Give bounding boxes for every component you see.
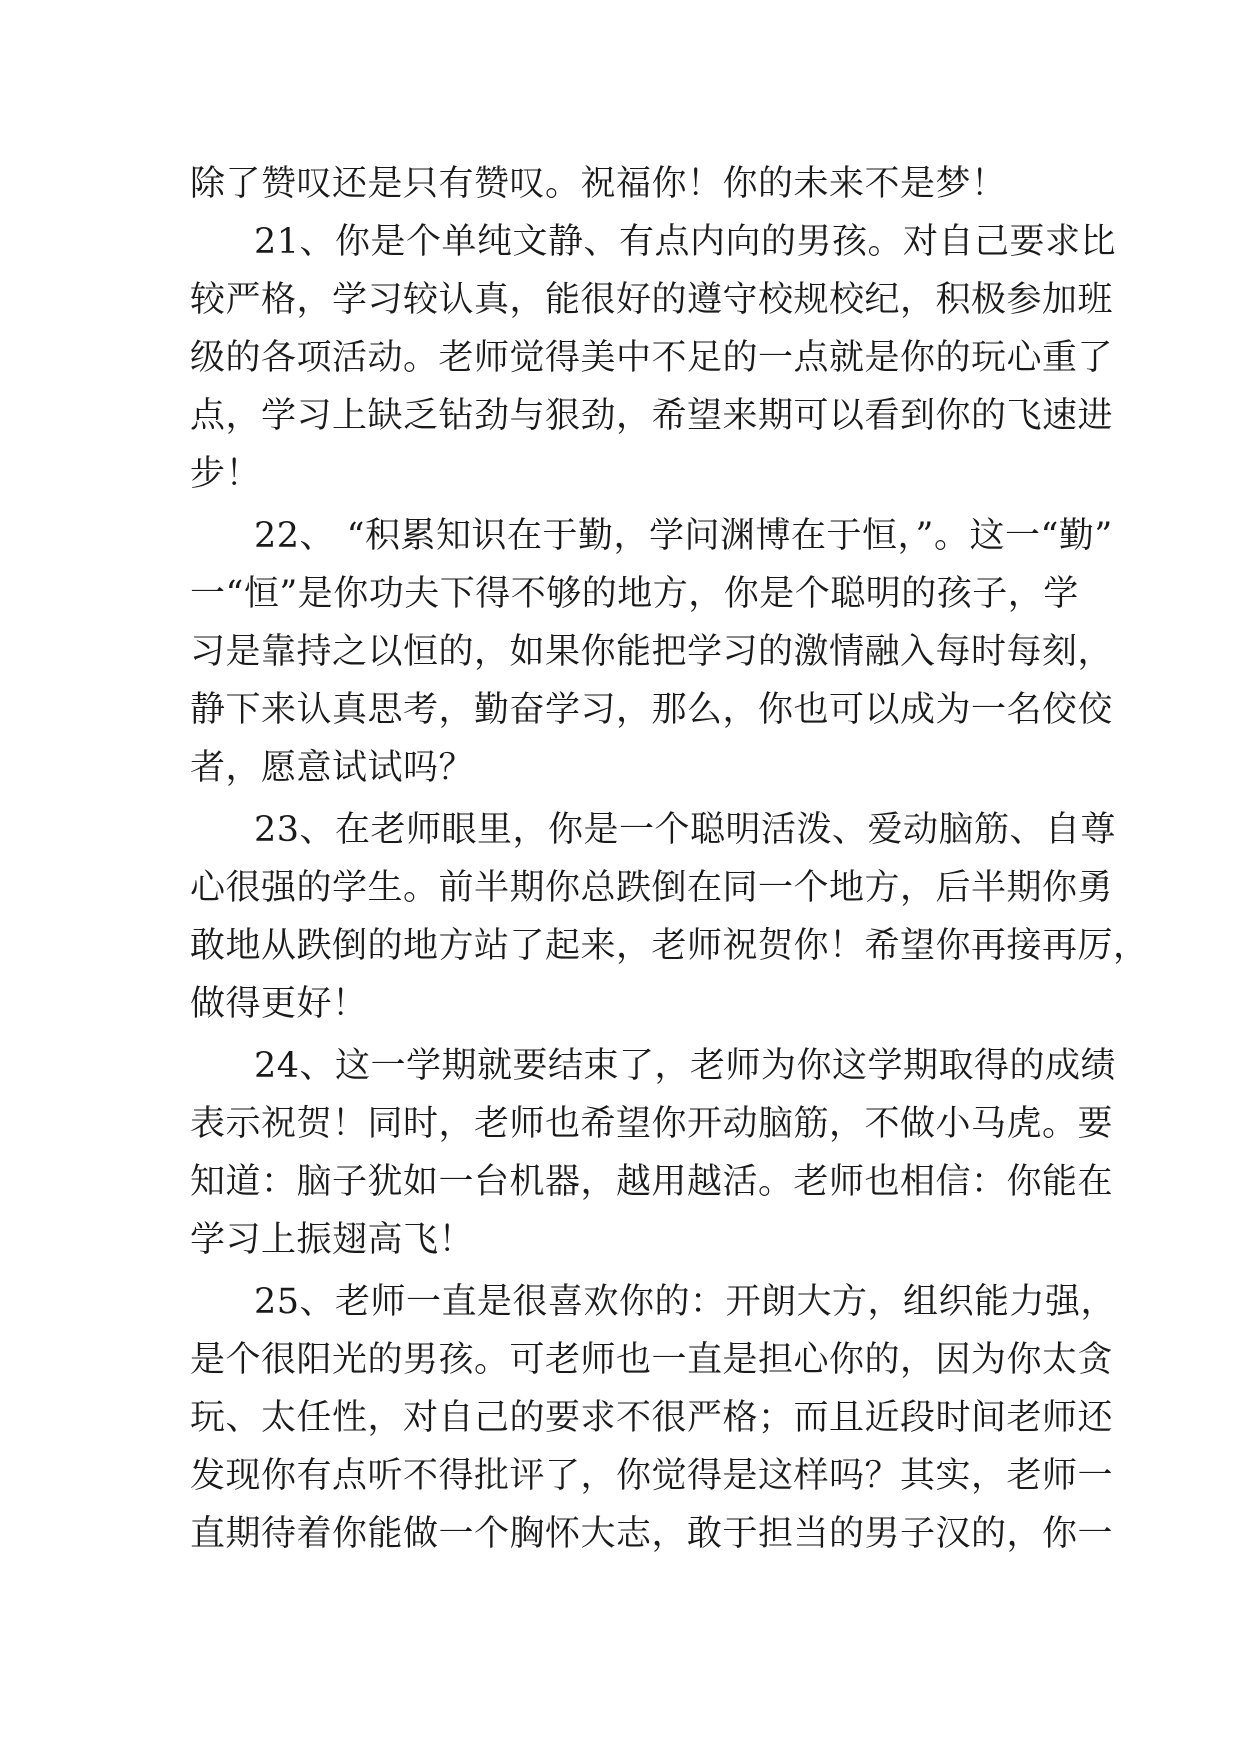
paragraph-22-line-1: 22、 “积累知识在于勤，学问渊博在于恒，”。这一“勤”	[254, 516, 1113, 556]
paragraph-24-line-1: 24、这一学期就要结束了，老师为你这学期取得的成绩	[254, 1046, 1117, 1086]
paragraph-23-line-2: 心很强的学生。前半期你总跌倒在同一个地方，后半期你勇	[190, 868, 1114, 908]
paragraph-21-line-5: 步！	[190, 454, 262, 494]
paragraph-22-line-3: 习是靠持之以恒的，如果你能把学习的激情融入每时每刻，	[190, 632, 1114, 672]
paragraph-22-line-5: 者，愿意试试吗？	[190, 748, 475, 788]
paragraph-20-tail: 除了赞叹还是只有赞叹。祝福你！你的未来不是梦！	[190, 164, 1007, 204]
paragraph-23-line-1: 23、在老师眼里，你是一个聪明活泼、爱动脑筋、自尊	[254, 810, 1117, 850]
paragraph-24-line-2: 表示祝贺！同时，老师也希望你开动脑筋，不做小马虎。要	[190, 1104, 1114, 1144]
paragraph-21-line-1: 21、你是个单纯文静、有点内向的男孩。对自己要求比	[254, 222, 1117, 262]
paragraph-24-line-3: 知道：脑子犹如一台机器，越用越活。老师也相信：你能在	[190, 1162, 1114, 1202]
paragraph-21-line-2: 较严格，学习较认真，能很好的遵守校规校纪，积极参加班	[190, 280, 1114, 320]
paragraph-23-line-3: 敢地从跌倒的地方站了起来，老师祝贺你！希望你再接再厉，	[190, 926, 1149, 966]
paragraph-22-line-4: 静下来认真思考，勤奋学习，那么，你也可以成为一名佼佼	[190, 690, 1114, 730]
paragraph-21-line-3: 级的各项活动。老师觉得美中不足的一点就是你的玩心重了	[190, 338, 1114, 378]
paragraph-22-line-2: 一“恒”是你功夫下得不够的地方，你是个聪明的孩子，学	[190, 574, 1079, 614]
paragraph-24-line-4: 学习上振翅高飞！	[190, 1220, 475, 1260]
paragraph-23-line-4: 做得更好！	[190, 984, 368, 1024]
paragraph-25-line-3: 玩、太任性，对自己的要求不很严格；而且近段时间老师还	[190, 1398, 1114, 1438]
paragraph-21-line-4: 点，学习上缺乏钻劲与狠劲，希望来期可以看到你的飞速进	[190, 396, 1114, 436]
paragraph-25-line-2: 是个很阳光的男孩。可老师也一直是担心你的，因为你太贪	[190, 1340, 1114, 1380]
paragraph-25-line-1: 25、老师一直是很喜欢你的：开朗大方，组织能力强，	[254, 1282, 1117, 1322]
paragraph-25-line-4: 发现你有点听不得批评了，你觉得是这样吗？其实，老师一	[190, 1456, 1114, 1496]
paragraph-25-line-5: 直期待着你能做一个胸怀大志，敢于担当的男子汉的，你一	[190, 1514, 1114, 1554]
